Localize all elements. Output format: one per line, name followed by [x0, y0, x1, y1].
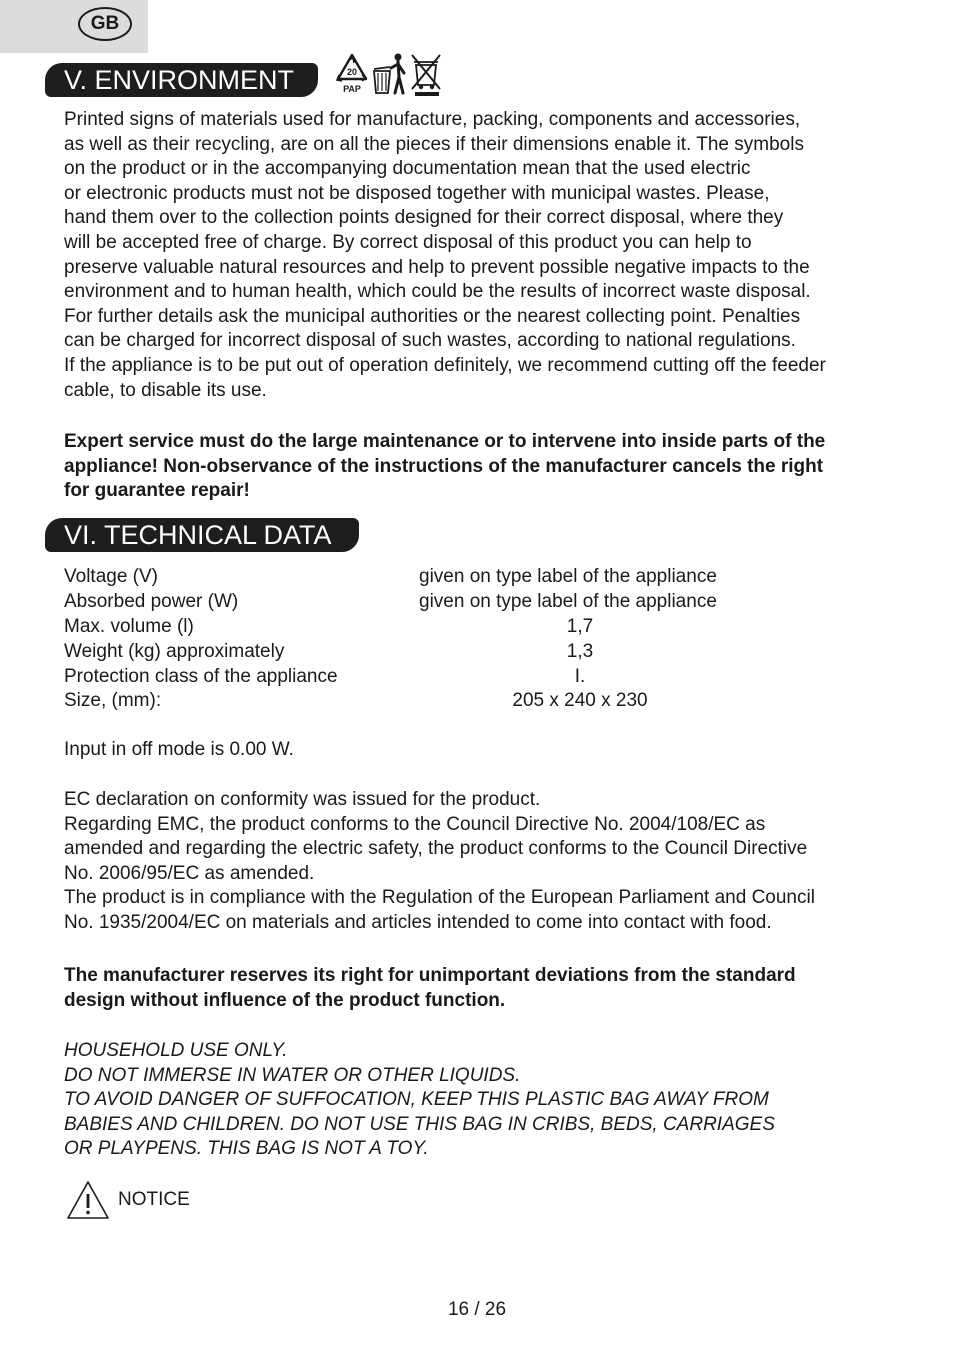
page-number: 16 / 26 — [447, 1299, 507, 1320]
tech-value: 1,7 — [566, 616, 594, 637]
recycling-code: 20 — [346, 67, 358, 77]
tech-label: Absorbed power (W) — [64, 591, 239, 612]
tech-row-power — [64, 589, 864, 614]
notice — [66, 1180, 266, 1220]
environment-section-title: V. ENVIRONMENT — [45, 63, 318, 97]
technical-data-section-title: VI. TECHNICAL DATA — [45, 518, 359, 552]
tech-label: Protection class of the appliance — [64, 666, 338, 687]
tech-label: Weight (kg) approximately — [64, 641, 285, 662]
recycling-material: PAP — [343, 84, 361, 94]
language-tab — [0, 0, 148, 53]
conformity-text: EC declaration on conformity was issued for the product. Regarding EMC, the product conforms to the Council Directive No. 2004/108/EC as amended and regarding the electric safety, the product conforms to the Council Directive No. 2006/95/EC as amended. The product is in compliance with the Regulation of the European Parliament and Council No. 1935/2004/EC on materials and articles intended to come into contact with food. — [64, 789, 815, 933]
environment-icons — [332, 51, 444, 97]
recycling-20-pap-icon — [337, 55, 366, 94]
tech-row-weight — [64, 639, 864, 664]
household-warning: HOUSEHOLD USE ONLY. DO NOT IMMERSE IN WATER OR OTHER LIQUIDS. TO AVOID DANGER OF SUFFOCATION, KEEP THIS PLASTIC BAG AWAY FROM BABIES AND CHILDREN. DO NOT USE THIS BAG IN CRIBS, BEDS, CARRIAGES OR PLAYPENS. THIS BAG IS NOT A TOY. — [64, 1040, 775, 1160]
tech-label: Max. volume (l) — [64, 616, 194, 637]
off-mode-text: Input in off mode is 0.00 W. — [64, 739, 294, 760]
tech-row-protection-class — [64, 664, 864, 689]
tech-label: Size, (mm): — [64, 690, 162, 711]
language-badge: GB — [78, 7, 132, 41]
tech-value: I. — [574, 666, 586, 687]
tech-row-voltage — [64, 564, 864, 589]
tech-value: given on type label of the appliance — [419, 566, 717, 587]
environment-body-text: Printed signs of materials used for manufacture, packing, components and accessories, as well as their recycling, are on all the pieces if their dimensions enable it. The symbols on the product or in the accompanying documentation mean that the used electric or electronic products must not be disposed together with municipal wastes. Please, hand them over to the collection points designed for their correct disposal, where they will be accepted free of charge. By correct disposal of this product you can help to preserve valuable natural resources and help to prevent possible negative impacts to the environment and to human health, which could be the results of incorrect waste disposal. For further details ask the municipal authorities or the nearest collecting point. Penalties can be charged for incorrect disposal of such wastes, according to national regulations. If the appliance is to be put out of operation definitely, we recommend cutting off the feeder cable, to disable its use. — [64, 109, 826, 401]
notice-label: NOTICE — [118, 1189, 190, 1210]
crossed-wheelie-bin-weee-icon — [412, 55, 440, 96]
tech-row-volume — [64, 614, 864, 639]
warning-triangle-icon — [66, 1180, 110, 1220]
expert-service-warning: Expert service must do the large maintenance or to intervene into inside parts of the appliance! Non-observance of the instructions of the manufacturer cancels the right for guarantee repair! — [64, 431, 826, 502]
tech-row-size — [64, 688, 864, 713]
tech-value: 1,3 — [566, 641, 594, 662]
tech-label: Voltage (V) — [64, 566, 158, 587]
tech-value: given on type label of the appliance — [419, 591, 717, 612]
tidyman-bin-icon — [374, 54, 404, 94]
tech-value: 205 x 240 x 230 — [512, 690, 648, 711]
manufacturer-note: The manufacturer reserves its right for unimportant deviations from the standard design without influence of the product function. — [64, 965, 796, 1011]
